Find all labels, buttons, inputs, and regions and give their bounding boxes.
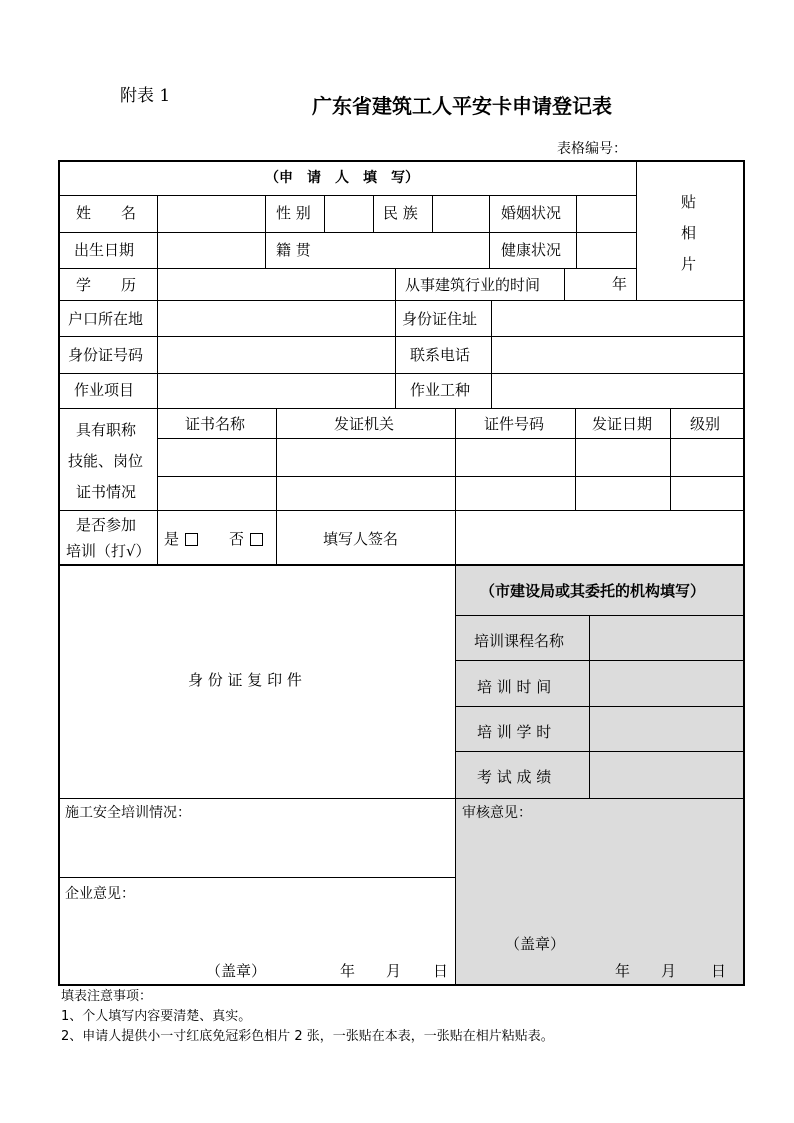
exam-score-label: 考 试 成 绩 [477, 768, 552, 786]
health-field[interactable] [577, 233, 635, 267]
yes-label: 是 [164, 530, 180, 548]
work-type-field[interactable] [492, 374, 742, 407]
cert-row-2[interactable] [158, 477, 743, 509]
marital-label: 婚姻状况 [501, 204, 562, 222]
date-month-left: 月 [386, 962, 402, 980]
gender-label: 性 别 [276, 204, 311, 222]
health-label: 健康状况 [501, 241, 562, 259]
date-year-left: 年 [340, 962, 356, 980]
training-hours-label: 培 训 学 时 [477, 723, 552, 741]
training-question-line2: 培训（打√） [66, 542, 151, 560]
photo-label-3: 片 [681, 255, 697, 273]
form-number-label: 表格编号： [557, 141, 627, 157]
date-day-right: 日 [711, 962, 727, 980]
ethnicity-label: 民 族 [383, 204, 418, 222]
notes-title: 填表注意事项： [61, 989, 153, 1004]
date-year-right: 年 [615, 962, 631, 980]
native-place-label: 籍 贯 [276, 241, 311, 259]
id-address-field[interactable] [492, 301, 742, 335]
marital-field[interactable] [577, 196, 635, 231]
note-item-2: 2、申请人提供小一寸红底免冠彩色相片 2 张，一张贴在本表，一张贴在相片粘贴表。 [61, 1029, 554, 1044]
seal-left: （盖章） [206, 962, 267, 980]
id-copy-area[interactable] [60, 566, 454, 797]
training-no-option[interactable] [229, 532, 263, 547]
training-time-field[interactable] [590, 661, 742, 705]
yes-checkbox[interactable] [185, 533, 198, 546]
note-item-1: 1、个人填写内容要清楚、真实。 [61, 1009, 252, 1024]
industry-years-field[interactable] [565, 269, 605, 299]
no-label: 否 [229, 530, 245, 548]
cert-col-name: 证书名称 [185, 415, 246, 433]
cert-col-level: 级别 [690, 415, 721, 433]
photo-label-1: 贴 [681, 193, 697, 211]
work-type-label: 作业工种 [410, 381, 471, 399]
cert-row-1[interactable] [158, 439, 743, 475]
signature-label: 填写人签名 [323, 530, 399, 548]
seal-right: （盖章） [505, 935, 566, 953]
exam-score-field[interactable] [590, 752, 742, 797]
phone-label: 联系电话 [410, 346, 471, 364]
company-opinion-label: 企业意见： [65, 886, 135, 902]
training-yes-option[interactable] [164, 532, 198, 547]
training-question-line1: 是否参加 [76, 516, 137, 534]
course-name-field[interactable] [590, 616, 742, 659]
cert-col-number: 证件号码 [484, 415, 545, 433]
no-checkbox[interactable] [250, 533, 263, 546]
cert-label-line2: 技能、岗位 [68, 452, 144, 470]
name-field[interactable] [158, 196, 264, 231]
cert-col-issuer: 发证机关 [334, 415, 395, 433]
hukou-field[interactable] [158, 301, 394, 335]
date-month-right: 月 [661, 962, 677, 980]
date-day-left: 日 [433, 962, 449, 980]
safety-training-field[interactable] [60, 826, 454, 876]
attachment-label: 附表 1 [120, 86, 171, 106]
id-number-field[interactable] [158, 337, 394, 372]
applicant-section-title: （申 请 人 填 写） [265, 170, 419, 186]
work-item-field[interactable] [158, 374, 394, 407]
photo-label-2: 相 [681, 224, 697, 242]
education-field[interactable] [158, 269, 394, 299]
ethnicity-field[interactable] [433, 196, 488, 231]
cert-label-line1: 具有职称 [76, 421, 137, 439]
cert-col-date: 发证日期 [592, 415, 653, 433]
phone-field[interactable] [492, 337, 742, 372]
gender-field[interactable] [325, 196, 372, 231]
hukou-label: 户口所在地 [68, 310, 144, 328]
name-label: 姓 名 [76, 204, 137, 222]
training-time-label: 培 训 时 间 [477, 678, 552, 696]
id-copy-label: 身 份 证 复 印 件 [188, 671, 302, 689]
education-label: 学 历 [76, 276, 137, 294]
birthdate-field[interactable] [158, 233, 264, 267]
safety-training-label: 施工安全培训情况： [65, 805, 191, 821]
training-hours-field[interactable] [590, 707, 742, 750]
id-number-label: 身份证号码 [68, 346, 144, 364]
id-address-label: 身份证住址 [402, 310, 478, 328]
form-title: 广东省建筑工人平安卡申请登记表 [312, 94, 612, 118]
signature-field[interactable] [456, 511, 742, 563]
course-name-label: 培训课程名称 [474, 632, 565, 650]
cert-label-line3: 证书情况 [76, 483, 137, 501]
work-item-label: 作业项目 [74, 381, 135, 399]
review-label: 审核意见： [462, 805, 532, 821]
year-unit: 年 [612, 275, 628, 293]
industry-years-label: 从事建筑行业的时间 [405, 276, 541, 294]
birthdate-label: 出生日期 [74, 241, 135, 259]
review-field[interactable] [457, 826, 742, 926]
authority-section-title: （市建设局或其委托的机构填写） [480, 582, 706, 600]
native-place-field[interactable] [325, 233, 488, 267]
company-opinion-field[interactable] [60, 905, 454, 960]
